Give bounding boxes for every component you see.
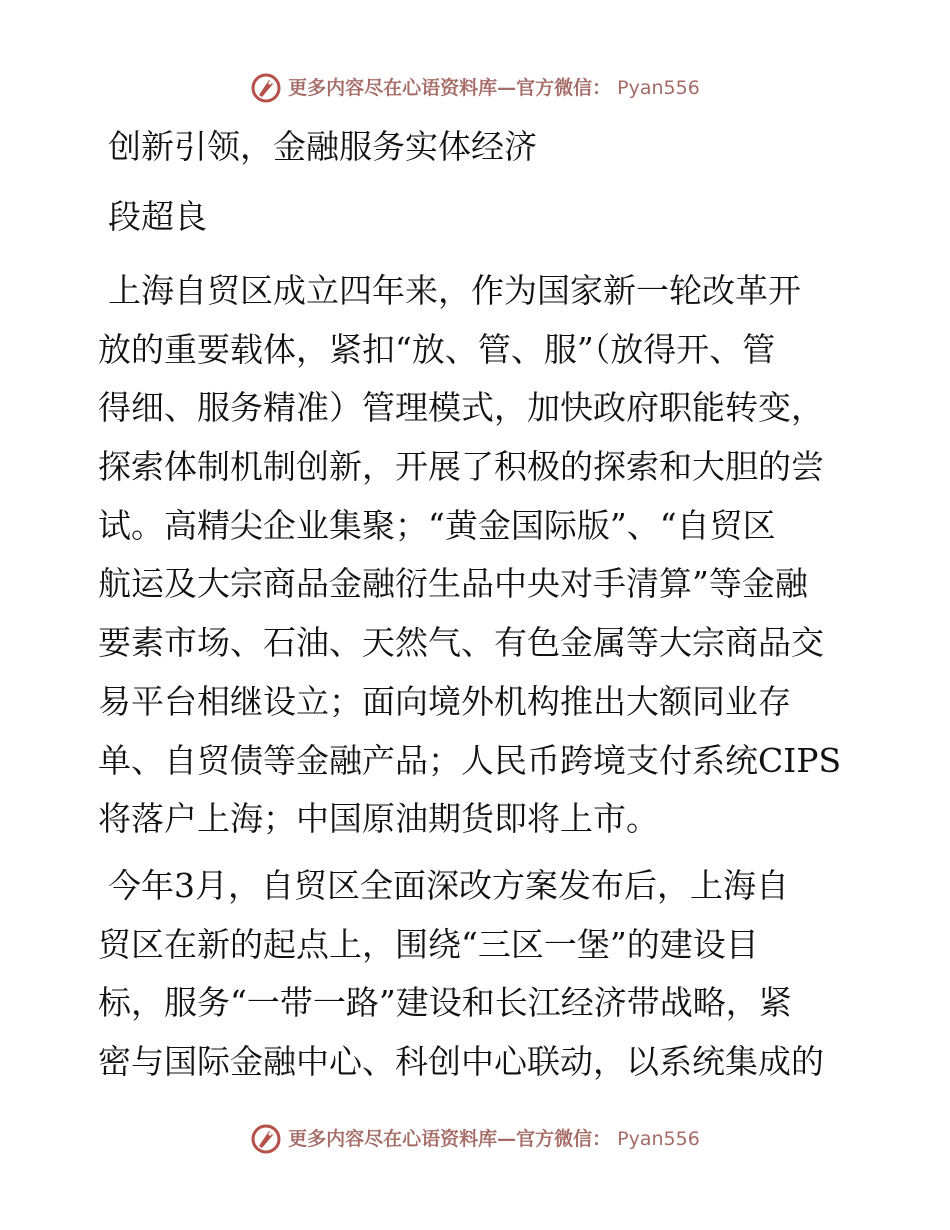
text-line: 放的重要载体，紧扣“放、管、服”（放得开、管: [98, 329, 776, 369]
pen-nib-logo-icon: [250, 72, 282, 104]
header-watermark: [0, 72, 950, 104]
pen-nib-logo-icon: [250, 1123, 282, 1155]
footer-watermark: [0, 1123, 950, 1155]
watermark-text: 更多内容尽在心语资料库—官方微信：: [288, 77, 612, 99]
paragraph-1: [98, 262, 868, 849]
paragraph-2: [98, 857, 868, 1092]
text-line: 要素市场、石油、天然气、有色金属等大宗商品交: [98, 623, 824, 663]
text-line: 探索体制机制创新，开展了积极的探索和大胆的尝: [98, 447, 824, 487]
text-line: 航运及大宗商品金融衍生品中央对手清算”等金融: [98, 564, 808, 604]
article-title: 创新引领，金融服务实体经济: [108, 127, 537, 166]
watermark-text: 更多内容尽在心语资料库—官方微信：: [288, 1128, 612, 1150]
text-line: 单、自贸债等金融产品；人民币跨境支付系统CIPS: [98, 740, 842, 780]
watermark-wechat-id: Pyan556: [617, 1128, 700, 1150]
text-line: 标，服务“一带一路”建设和长江经济带战略，紧: [98, 983, 792, 1023]
watermark-wechat-id: Pyan556: [617, 77, 700, 99]
text-line: 上海自贸区成立四年来，作为国家新一轮改革开: [108, 271, 801, 310]
text-line: 密与国际金融中心、科创中心联动，以系统集成的: [98, 1041, 824, 1081]
article-author: 段超良: [108, 197, 207, 236]
text-line: 将落户上海；中国原油期货即将上市。: [98, 799, 659, 839]
text-line: 试。高精尖企业集聚；“黄金国际版”、“自贸区: [98, 505, 776, 545]
text-line: 得细、服务精准）管理模式，加快政府职能转变，: [98, 388, 824, 428]
document-body: [98, 118, 868, 1092]
text-line: 贸区在新的起点上，围绕“三区一堡”的建设目: [98, 924, 759, 964]
text-line: 易平台相继设立；面向境外机构推出大额同业存: [98, 681, 791, 721]
text-line: 今年3月，自贸区全面深改方案发布后，上海自: [108, 865, 789, 905]
